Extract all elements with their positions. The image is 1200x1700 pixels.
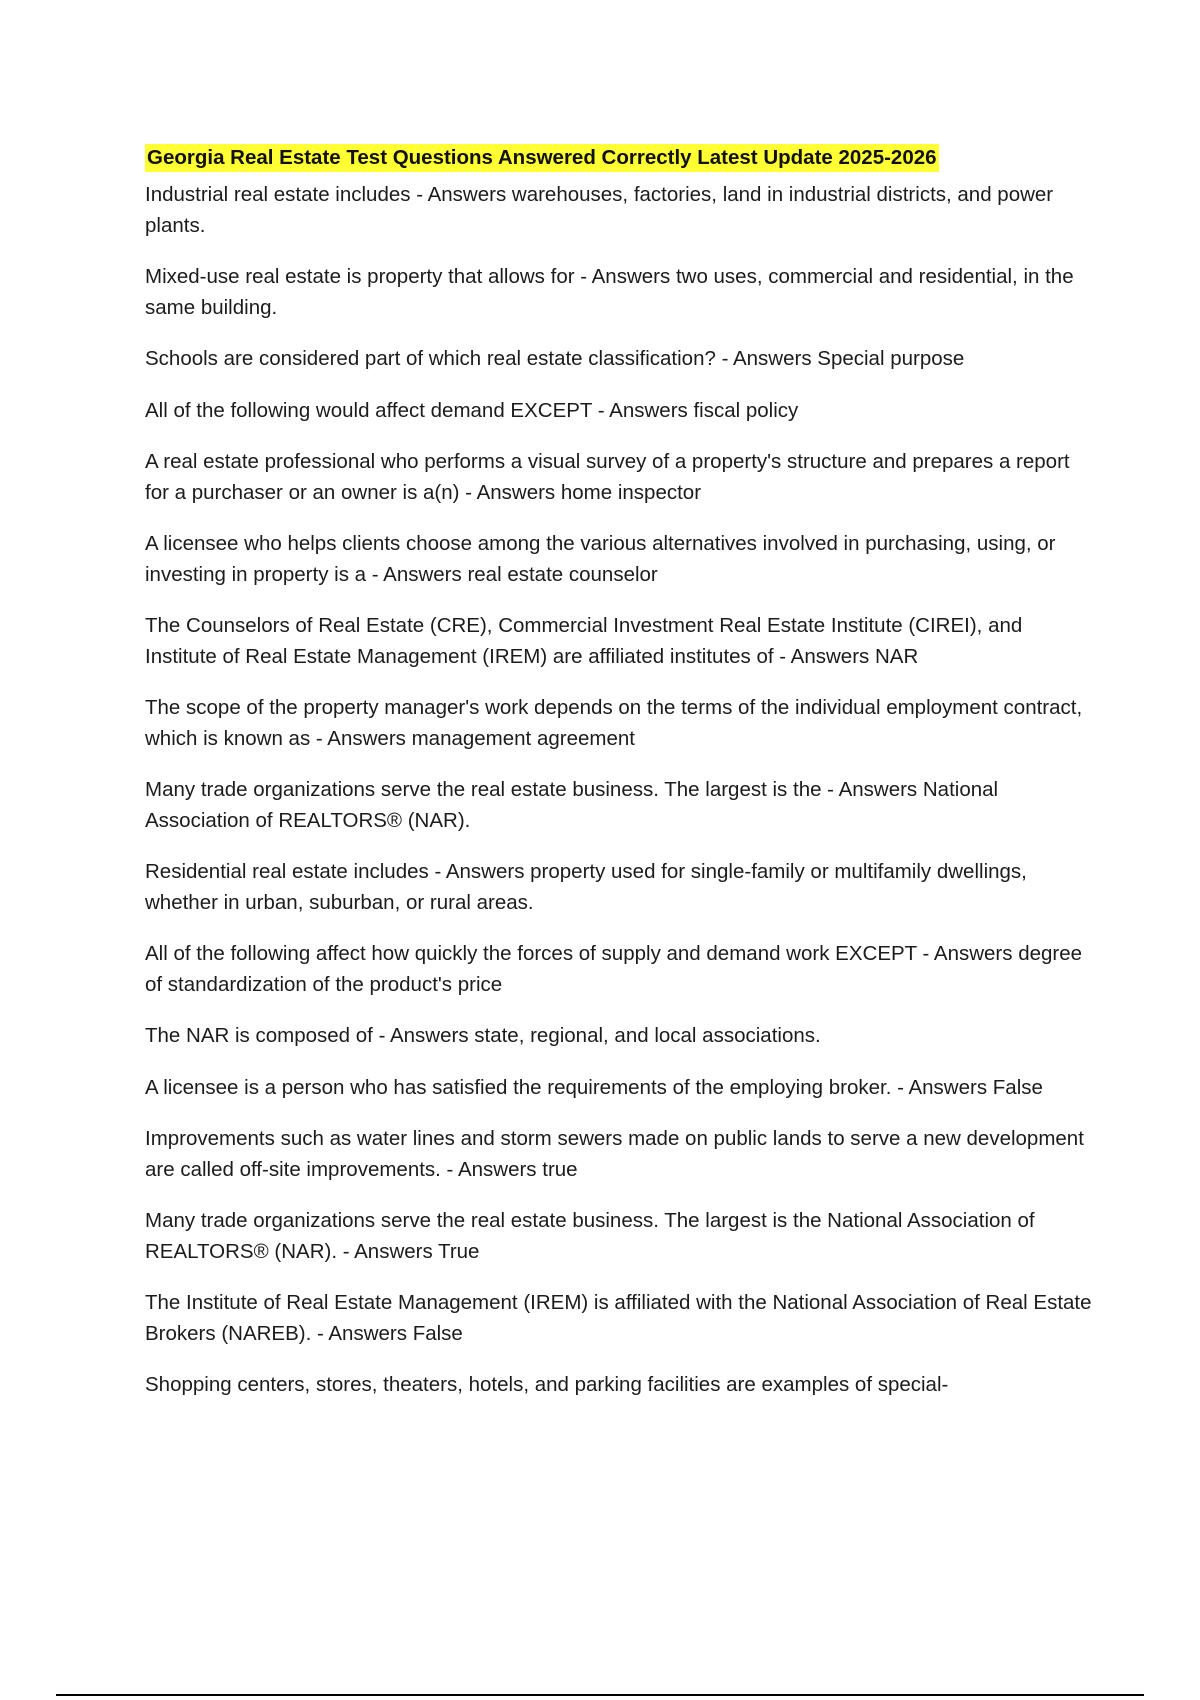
qa-item: Schools are considered part of which real estate classification? - Answers Special purpose	[145, 347, 965, 370]
qa-item: A licensee is a person who has satisfied the requirements of the employing broker. - Answers False	[145, 1075, 1043, 1099]
qa-item: Many trade organizations serve the real estate business. The largest is the National Association of REALTORS® (NAR). - Answers True	[145, 1209, 1035, 1263]
qa-item: A licensee who helps clients choose among the various alternatives involved in purchasing, using, or investing in property is a - Answers real estate counselor	[145, 532, 1056, 586]
qa-item: The Institute of Real Estate Management (IREM) is affiliated with the National Association of Real Estate Brokers (NAREB). - Answers False	[145, 1291, 1092, 1345]
qa-item: The NAR is composed of - Answers state, regional, and local associations.	[145, 1024, 821, 1047]
qa-item: The scope of the property manager's work depends on the terms of the individual employment contract, which is known as - Answers management agreement	[145, 696, 1083, 750]
qa-item: Residential real estate includes - Answers property used for single-family or multifamily dwellings, whether in urban, suburban, or rural areas.	[145, 860, 1027, 914]
qa-item: Many trade organizations serve the real estate business. The largest is the - Answers National Association of REALTORS® (NAR).	[145, 778, 999, 832]
qa-item: All of the following affect how quickly the forces of supply and demand work EXCEPT - Answers degree of standardization of the product's price	[145, 942, 1083, 996]
qa-item: Shopping centers, stores, theaters, hotels, and parking facilities are examples of special-	[145, 1373, 949, 1396]
document-title: Georgia Real Estate Test Questions Answered Correctly Latest Update 2025-2026	[145, 144, 939, 172]
qa-item: All of the following would affect demand EXCEPT - Answers fiscal policy	[145, 398, 799, 422]
qa-item: The Counselors of Real Estate (CRE), Commercial Investment Real Estate Institute (CIREI), and Institute of Real Estate Management (IREM) are affiliated institutes of - Answers NAR	[145, 614, 1023, 668]
page-bottom-rule	[56, 1694, 1144, 1696]
document-content	[145, 144, 1095, 1422]
qa-item: Industrial real estate includes - Answers warehouses, factories, land in industrial districts, and power plants.	[145, 183, 1054, 237]
qa-item: A real estate professional who performs a visual survey of a property's structure and prepares a report for a purchaser or an owner is a(n) - Answers home inspector	[145, 450, 1070, 504]
qa-item: Mixed-use real estate is property that allows for - Answers two uses, commercial and residential, in the same building.	[145, 265, 1074, 319]
qa-item: Improvements such as water lines and storm sewers made on public lands to serve a new development are called off-site improvements. - Answers true	[145, 1127, 1084, 1181]
title-row	[145, 144, 1095, 180]
